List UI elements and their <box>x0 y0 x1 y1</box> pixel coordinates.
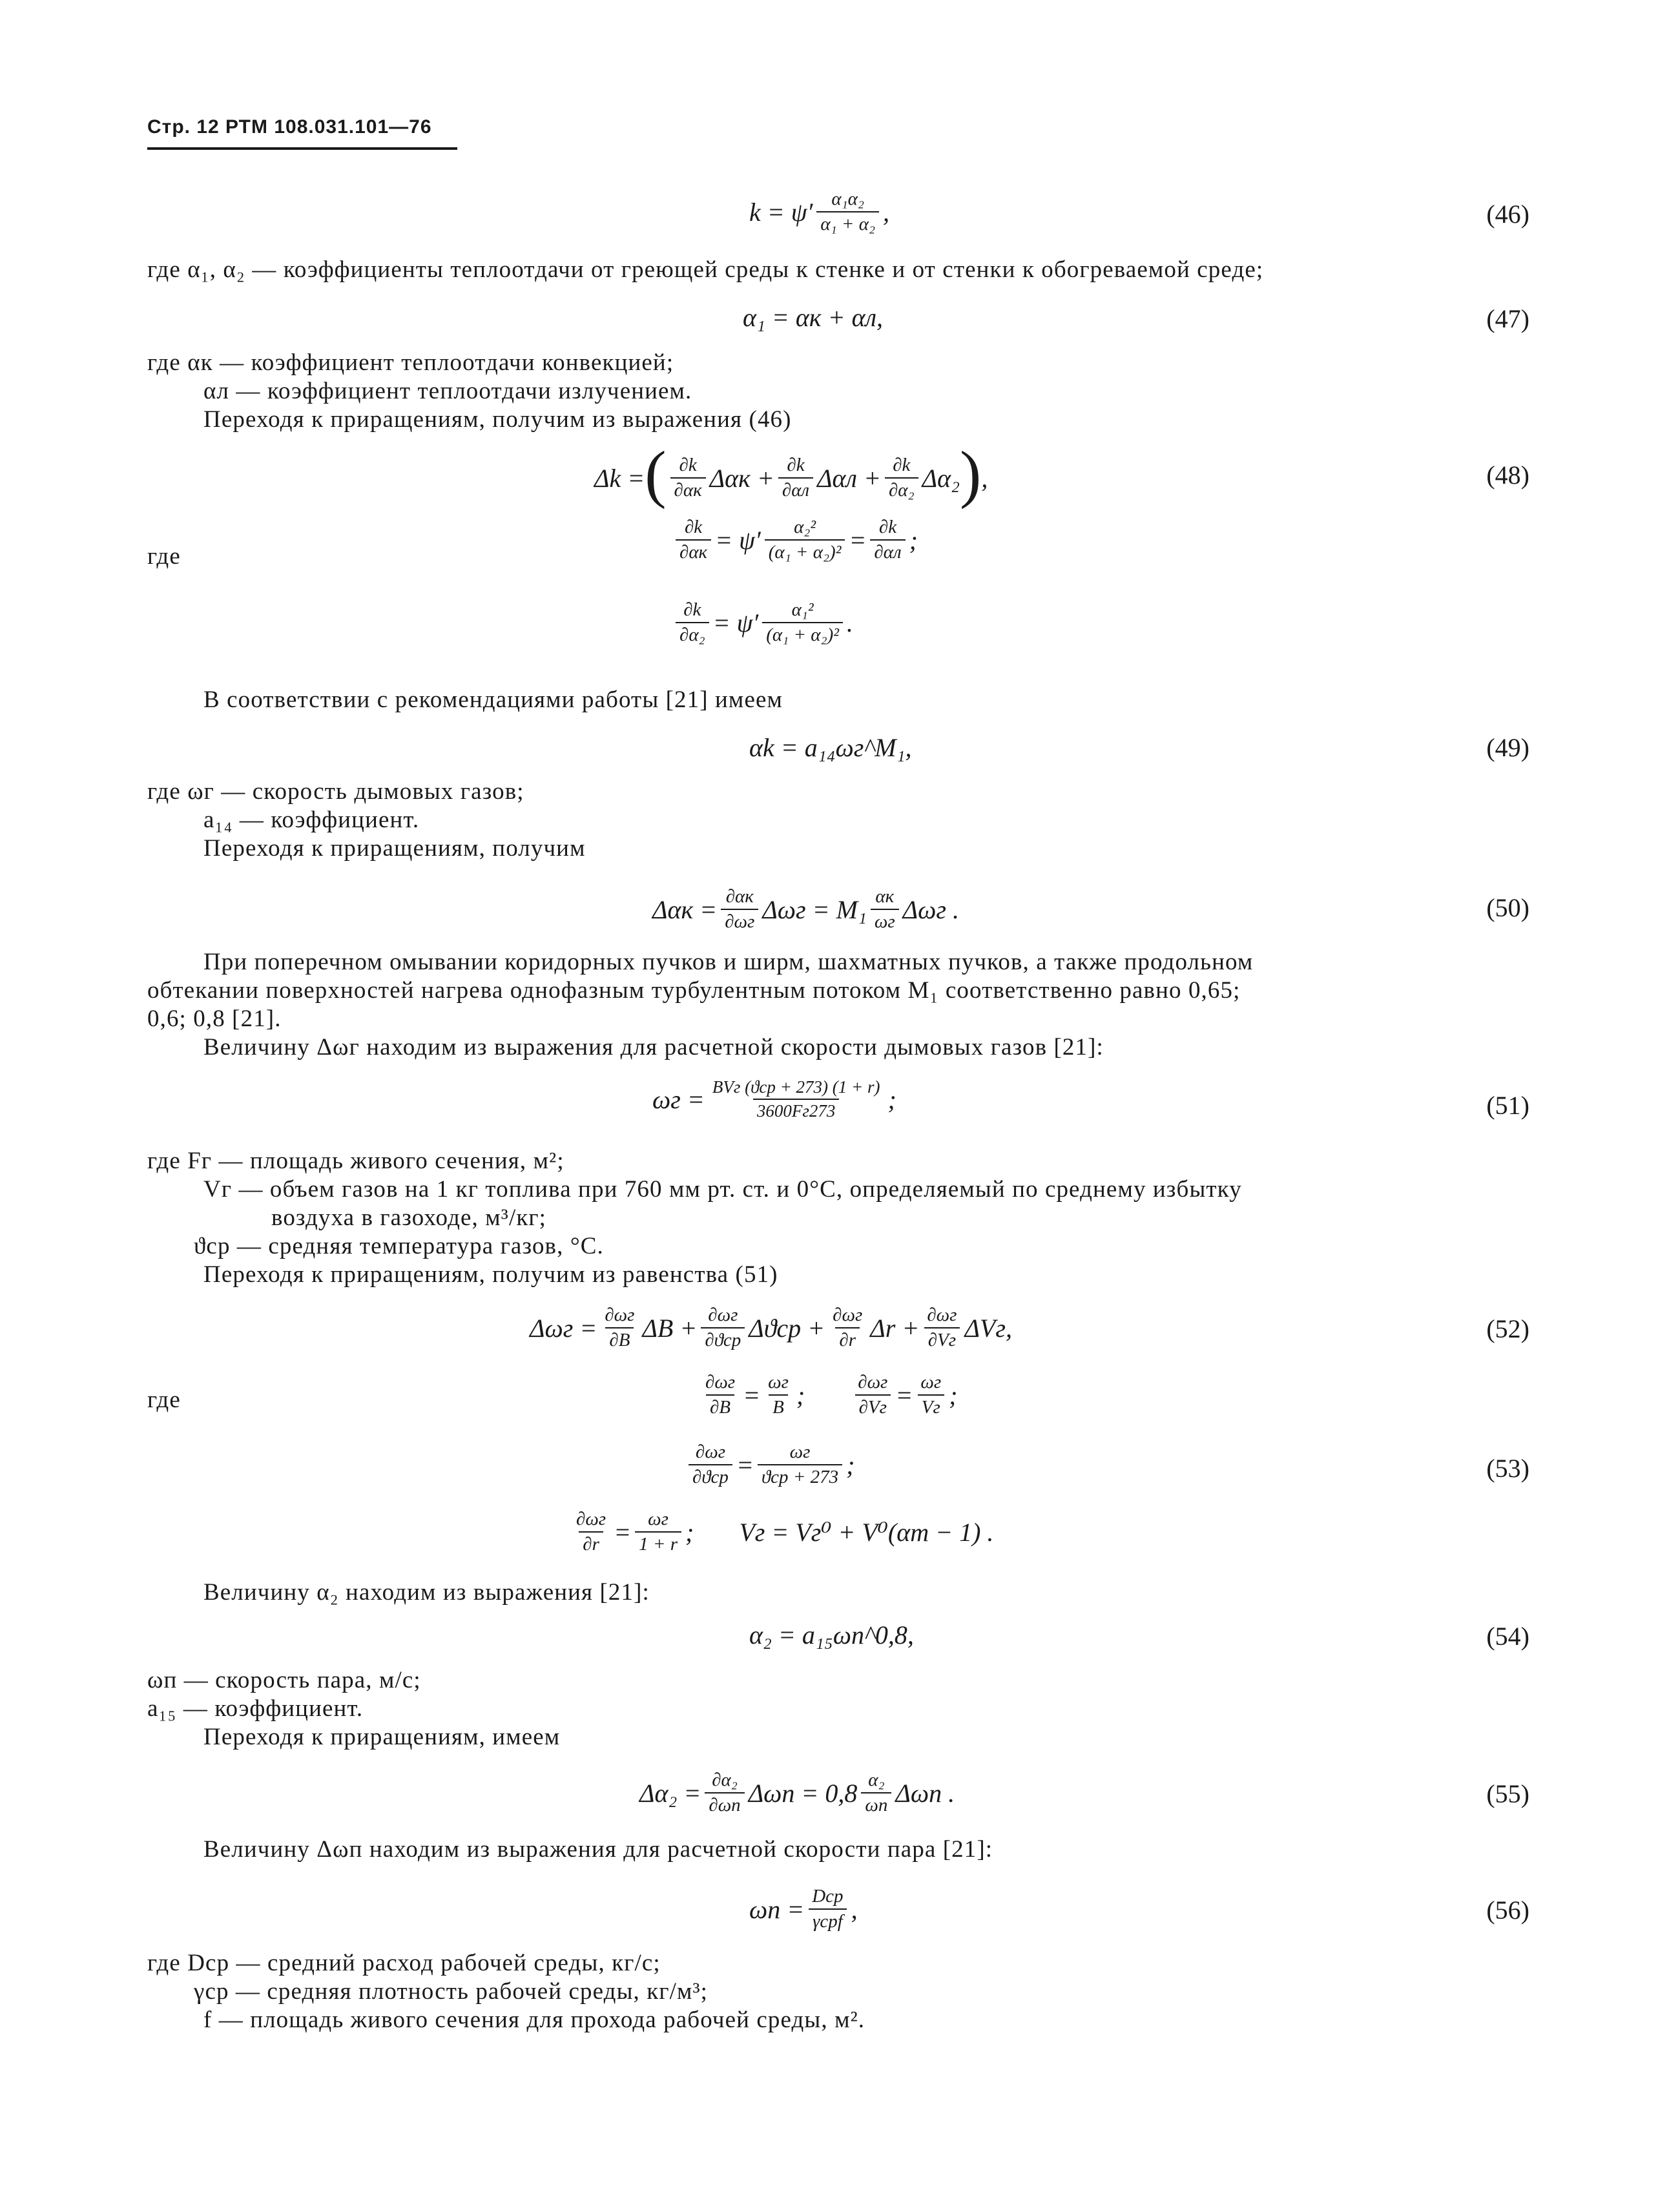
equation-51: ωг = $\frac{\text{BVг (ϑср + 273) (1 + r)}}{3600Fг273}$ ; <box>652 1077 896 1121</box>
fraction: $\frac{\text{∂α₂}}{\partial\omega п}$ <box>705 1770 744 1816</box>
equation-55: Δα₂ = $\frac{\text{∂α₂}}{\partial\omega п}$ Δωп = 0,8 $\frac{\text{α₂}}{\omega п}$ Δωп . <box>639 1770 955 1815</box>
page-header: Стр. 12 РТМ 108.031.101—76 <box>147 116 432 138</box>
equation-54: α₂ = a₁₅ωп^0,8, <box>749 1620 914 1649</box>
equation-48-derivative-a: $\frac{\partial k}{\partial\alpha к}$ = ψ′ $\frac{\text{α₂²}}{\text{(α₁ + α₂)²}}$ = $\frac{\partial k}{\partial\alpha л}$ ; <box>672 517 918 563</box>
equation-47: α₁ = αк + αл, <box>743 303 884 332</box>
fraction: $\frac{\omega г}{B}$ <box>768 1372 789 1418</box>
paragraph-line: где αк — коэффициент теплоотдачи конвекцией; <box>147 349 674 376</box>
equation-number-54: (54) <box>1486 1622 1529 1651</box>
paragraph-line: a₁₄ — коэффициент. <box>203 807 420 833</box>
paragraph-line: ϑср — средняя температура газов, °С. <box>194 1233 604 1259</box>
fraction: $\frac{\alpha к}{\omega г}$ <box>871 886 899 933</box>
equation-46: k = ψ′ $\frac{\text{α₁α₂}}{\text{α₁ + α₂}}$ , <box>749 189 890 234</box>
paragraph-line: 0,6; 0,8 [21]. <box>147 1006 282 1032</box>
equation-52: Δωг = $\frac{\partial\omega г}{\partial B}$ ΔB + $\frac{\partial\omega г}{\text{∂ϑср}}$ Δϑср + $\frac{\partial\omega г}{\partial r}$ Δr + $\frac{\partial\omega г}{\partial Vг}$ ΔVг, <box>530 1305 1012 1350</box>
equation-52-derivatives: $\frac{\partial\omega г}{\partial B}$ = $\frac{\omega г}{B}$ ; $\frac{\partial\omega г}{\partial Vг}$ = $\frac{\omega г}{Vг}$ ; <box>698 1372 958 1418</box>
equation-53: $\frac{\partial\omega г}{\text{∂ϑср}}$ = $\frac{\omega г}{\text{ϑср + 273}}$ ; <box>685 1442 855 1488</box>
paragraph-line: Величину α₂ находим из выражения [21]: <box>203 1579 650 1606</box>
fraction: $\frac{\partial\omega г}{\partial r}$ <box>576 1509 606 1555</box>
equation-56: ωп = $\frac{\text{Dср}}{\text{γсрf}}$ , <box>749 1886 858 1932</box>
paragraph-line: γср — средняя плотность рабочей среды, кг/м³; <box>194 1978 709 2005</box>
fraction: $\frac{\text{α₁²}}{\text{(α₁ + α₂)²}}$ <box>762 599 843 646</box>
equation-number-48: (48) <box>1486 460 1529 490</box>
fraction: $\frac{\partial\omega г}{\partial Vг}$ <box>923 1305 960 1351</box>
fraction: $\frac{\partial k}{\text{∂α₂}}$ <box>676 599 709 646</box>
fraction: $\frac{\omega г}{1 + r}$ <box>635 1509 681 1555</box>
equation-number-56: (56) <box>1486 1896 1529 1925</box>
paragraph-line: где <box>147 1387 181 1413</box>
equation-48: Δk = ( $\frac{\partial k}{\partial\alpha к}$ Δαк + $\frac{\partial k}{\partial\alpha л}$ Δαл + $\frac{\partial k}{\text{∂α₂}}$ Δα₂ ) , <box>594 438 988 510</box>
equation-49: αk = a₁₄ωг^M₁, <box>749 733 912 762</box>
header-rule <box>147 147 457 150</box>
equation-53-continued: $\frac{\partial\omega г}{\partial r}$ = $\frac{\omega г}{1 + r}$ ; Vг = Vг⁰ + V⁰(αт − 1) . <box>568 1509 993 1555</box>
fraction: $\frac{\text{α₁α₂}}{\text{α₁ + α₂}}$ <box>816 189 879 235</box>
fraction: $\frac{\text{BVг (ϑср + 273) (1 + r)}}{3600Fг273}$ <box>712 1077 880 1121</box>
fraction: $\frac{\partial\omega г}{\partial B}$ <box>605 1305 635 1350</box>
fraction: $\frac{\partial k}{\partial\alpha л}$ <box>870 517 905 563</box>
fraction: $\frac{\partial k}{\partial\alpha к}$ <box>676 517 711 563</box>
paragraph-line: В соответствии с рекомендациями работы [21] имеем <box>203 687 783 713</box>
equation-number-52: (52) <box>1486 1314 1529 1343</box>
equation-48-derivative-b: $\frac{\partial k}{\text{∂α₂}}$ = ψ′ $\frac{\text{α₁²}}{\text{(α₁ + α₂)²}}$ . <box>672 599 853 646</box>
fraction: $\frac{\partial k}{\partial\alpha л}$ <box>778 455 813 501</box>
paragraph-line: где <box>147 543 181 570</box>
paragraph-line: Величину Δωг находим из выражения для расчетной скорости дымовых газов [21]: <box>203 1034 1104 1060</box>
equation-number-46: (46) <box>1486 200 1529 229</box>
paragraph-line: Переходя к приращениям, получим из выражения (46) <box>203 406 792 433</box>
equation-number-51: (51) <box>1486 1091 1529 1120</box>
paragraph-line: где ωг — скорость дымовых газов; <box>147 778 524 805</box>
fraction: $\frac{\partial\omega г}{\text{∂ϑср}}$ <box>701 1305 745 1351</box>
equation-number-50: (50) <box>1486 893 1529 922</box>
paragraph-line: где Dср — средний расход рабочей среды, кг/с; <box>147 1950 661 1976</box>
fraction: $\frac{\text{α₂}}{\omega п}$ <box>861 1770 891 1816</box>
fraction: $\frac{\partial\omega г}{\text{∂ϑср}}$ <box>689 1442 732 1488</box>
equation-number-49: (49) <box>1486 733 1529 762</box>
fraction: $\frac{\text{α₂²}}{\text{(α₁ + α₂)²}}$ <box>765 517 845 563</box>
equation-number-53: (53) <box>1486 1454 1529 1483</box>
paragraph-line: где α₁, α₂ — коэффициенты теплоотдачи от греющей среды к стенке и от стенки к обогреваемой среде; <box>147 256 1264 283</box>
paragraph-line: При поперечном омывании коридорных пучков и ширм, шахматных пучков, а также продольном <box>203 949 1254 975</box>
equation-number-47: (47) <box>1486 304 1529 333</box>
paragraph-line: a₁₅ — коэффициент. <box>147 1695 364 1722</box>
fraction: $\frac{\partial\omega г}{\partial r}$ <box>833 1305 863 1350</box>
paragraph-line: обтекании поверхностей нагрева однофазным турбулентным потоком M₁ соответственно равно 0,65; <box>147 977 1241 1004</box>
paragraph-line: αл — коэффициент теплоотдачи излучением. <box>203 378 692 404</box>
fraction: $\frac{\omega г}{\text{ϑср + 273}}$ <box>758 1442 842 1488</box>
paragraph-line: Vг — объем газов на 1 кг топлива при 760 мм рт. ст. и 0°С, определяемый по среднему избытку <box>203 1176 1242 1203</box>
paragraph-line: Величину Δωп находим из выражения для расчетной скорости пара [21]: <box>203 1836 993 1863</box>
equation-50: Δαк = $\frac{\partial\alpha к}{\partial\omega г}$ Δωг = M₁ $\frac{\alpha к}{\omega г}$ Δωг . <box>652 886 959 932</box>
paragraph-line: Переходя к приращениям, получим <box>203 835 586 862</box>
paragraph-line: Переходя к приращениям, получим из равенства (51) <box>203 1261 778 1288</box>
equation-number-55: (55) <box>1486 1779 1529 1808</box>
fraction: $\frac{\partial k}{\text{∂α₂}}$ <box>885 455 918 501</box>
paragraph-line: где Fг — площадь живого сечения, м²; <box>147 1148 565 1174</box>
fraction: $\frac{\partial\alpha к}{\partial\omega г}$ <box>721 886 758 933</box>
fraction: $\frac{\omega г}{Vг}$ <box>917 1372 945 1418</box>
paragraph-line: f — площадь живого сечения для прохода рабочей среды, м². <box>203 2007 865 2033</box>
fraction: $\frac{\partial\omega г}{\partial Vг}$ <box>854 1372 891 1418</box>
paragraph-line: Переходя к приращениям, имеем <box>203 1724 561 1750</box>
fraction: $\frac{\partial k}{\partial\alpha к}$ <box>670 455 706 501</box>
fraction: $\frac{\partial\omega г}{\partial B}$ <box>705 1372 736 1418</box>
paragraph-line: ωп — скорость пара, м/с; <box>147 1667 421 1693</box>
fraction: $\frac{\text{Dср}}{\text{γсрf}}$ <box>808 1886 847 1932</box>
paragraph-line: воздуха в газоходе, м³/кг; <box>271 1204 547 1231</box>
